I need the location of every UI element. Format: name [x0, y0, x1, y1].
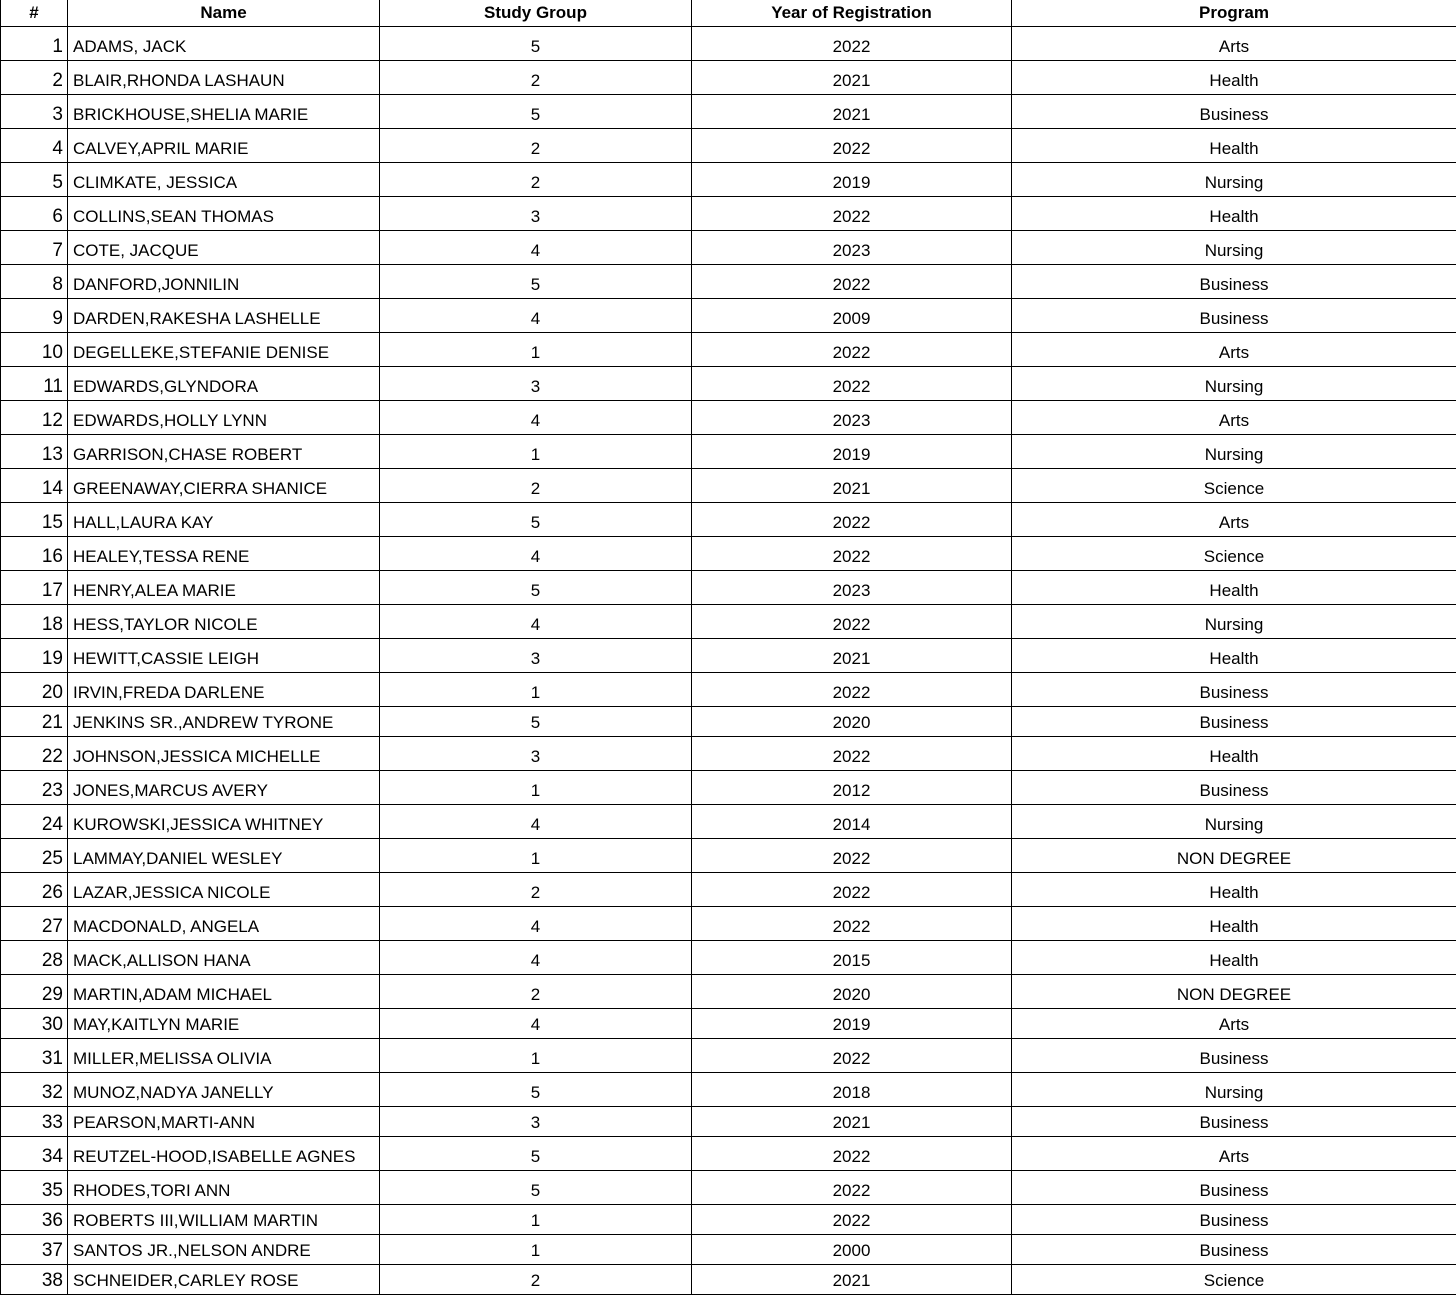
name-cell[interactable]: COLLINS,SEAN THOMAS: [68, 197, 380, 231]
name-cell[interactable]: HEALEY,TESSA RENE: [68, 537, 380, 571]
name-cell[interactable]: MARTIN,ADAM MICHAEL: [68, 975, 380, 1009]
name-cell[interactable]: SCHNEIDER,CARLEY ROSE: [68, 1265, 380, 1295]
program-cell[interactable]: Arts: [1012, 401, 1456, 435]
study-group-cell[interactable]: 1: [380, 673, 692, 707]
program-cell[interactable]: Health: [1012, 873, 1456, 907]
table-row: [1, 1009, 1456, 1039]
name-cell[interactable]: RHODES,TORI ANN: [68, 1171, 380, 1205]
program-cell[interactable]: Nursing: [1012, 231, 1456, 265]
row-number-cell[interactable]: 2: [1, 61, 68, 95]
program-cell[interactable]: Business: [1012, 1107, 1456, 1137]
study-group-cell[interactable]: 4: [380, 231, 692, 265]
table-row: [1, 537, 1456, 571]
table-row: [1, 941, 1456, 975]
table-row: [1, 1235, 1456, 1265]
table-row: [1, 1107, 1456, 1137]
row-number-cell[interactable]: 31: [1, 1039, 68, 1073]
year-cell[interactable]: 2021: [692, 469, 1012, 503]
year-cell[interactable]: 2022: [692, 1205, 1012, 1235]
name-cell[interactable]: HESS,TAYLOR NICOLE: [68, 605, 380, 639]
row-number-cell[interactable]: 20: [1, 673, 68, 707]
study-group-cell[interactable]: 3: [380, 737, 692, 771]
table-row: [1, 839, 1456, 873]
row-number-cell[interactable]: 24: [1, 805, 68, 839]
header-row: [1, 0, 1456, 27]
table-row: [1, 435, 1456, 469]
table-row: [1, 95, 1456, 129]
program-cell[interactable]: Business: [1012, 1235, 1456, 1265]
year-cell[interactable]: 2000: [692, 1235, 1012, 1265]
table-row: [1, 129, 1456, 163]
name-cell[interactable]: COTE, JACQUE: [68, 231, 380, 265]
program-cell[interactable]: Health: [1012, 941, 1456, 975]
year-cell[interactable]: 2022: [692, 1137, 1012, 1171]
program-cell[interactable]: Health: [1012, 737, 1456, 771]
name-cell[interactable]: MAY,KAITLYN MARIE: [68, 1009, 380, 1039]
table-row: [1, 231, 1456, 265]
study-group-cell[interactable]: 2: [380, 61, 692, 95]
program-cell[interactable]: Health: [1012, 571, 1456, 605]
program-cell[interactable]: Nursing: [1012, 163, 1456, 197]
row-number-cell[interactable]: 37: [1, 1235, 68, 1265]
study-group-cell[interactable]: 3: [380, 639, 692, 673]
program-cell[interactable]: Nursing: [1012, 367, 1456, 401]
table-row: [1, 1205, 1456, 1235]
study-group-cell[interactable]: 1: [380, 1235, 692, 1265]
year-cell[interactable]: 2015: [692, 941, 1012, 975]
study-group-cell[interactable]: 3: [380, 197, 692, 231]
row-number-cell[interactable]: 8: [1, 265, 68, 299]
study-group-cell[interactable]: 3: [380, 367, 692, 401]
table-row: [1, 265, 1456, 299]
table-row: [1, 707, 1456, 737]
row-number-cell[interactable]: 4: [1, 129, 68, 163]
name-cell[interactable]: GARRISON,CHASE ROBERT: [68, 435, 380, 469]
row-number-cell[interactable]: 21: [1, 707, 68, 737]
year-cell[interactable]: 2022: [692, 1171, 1012, 1205]
program-cell[interactable]: Nursing: [1012, 435, 1456, 469]
study-group-cell[interactable]: 5: [380, 707, 692, 737]
year-cell[interactable]: 2021: [692, 61, 1012, 95]
row-number-cell[interactable]: 33: [1, 1107, 68, 1137]
header-program[interactable]: Program: [1012, 0, 1456, 27]
name-cell[interactable]: MUNOZ,NADYA JANELLY: [68, 1073, 380, 1107]
name-cell[interactable]: DARDEN,RAKESHA LASHELLE: [68, 299, 380, 333]
table-row: [1, 673, 1456, 707]
year-cell[interactable]: 2021: [692, 1107, 1012, 1137]
name-cell[interactable]: SANTOS JR.,NELSON ANDRE: [68, 1235, 380, 1265]
name-cell[interactable]: CALVEY,APRIL MARIE: [68, 129, 380, 163]
name-cell[interactable]: MILLER,MELISSA OLIVIA: [68, 1039, 380, 1073]
table-row: [1, 299, 1456, 333]
study-group-cell[interactable]: 5: [380, 503, 692, 537]
study-group-cell[interactable]: 4: [380, 907, 692, 941]
row-number-cell[interactable]: 1: [1, 27, 68, 61]
name-cell[interactable]: DEGELLEKE,STEFANIE DENISE: [68, 333, 380, 367]
program-cell[interactable]: Health: [1012, 61, 1456, 95]
study-group-cell[interactable]: 4: [380, 299, 692, 333]
row-number-cell[interactable]: 13: [1, 435, 68, 469]
study-group-cell[interactable]: 1: [380, 1205, 692, 1235]
row-number-cell[interactable]: 17: [1, 571, 68, 605]
row-number-cell[interactable]: 14: [1, 469, 68, 503]
program-cell[interactable]: Business: [1012, 1171, 1456, 1205]
table-body: [1, 27, 1456, 1295]
row-number-cell[interactable]: 25: [1, 839, 68, 873]
year-cell[interactable]: 2021: [692, 95, 1012, 129]
name-cell[interactable]: BRICKHOUSE,SHELIA MARIE: [68, 95, 380, 129]
row-number-cell[interactable]: 18: [1, 605, 68, 639]
year-cell[interactable]: 2022: [692, 333, 1012, 367]
row-number-cell[interactable]: 27: [1, 907, 68, 941]
study-group-cell[interactable]: 1: [380, 839, 692, 873]
year-cell[interactable]: 2022: [692, 1039, 1012, 1073]
study-group-cell[interactable]: 5: [380, 95, 692, 129]
row-number-cell[interactable]: 6: [1, 197, 68, 231]
study-group-cell[interactable]: 5: [380, 27, 692, 61]
program-cell[interactable]: Business: [1012, 95, 1456, 129]
name-cell[interactable]: EDWARDS,HOLLY LYNN: [68, 401, 380, 435]
program-cell[interactable]: Arts: [1012, 1137, 1456, 1171]
table-row: [1, 367, 1456, 401]
year-cell[interactable]: 2020: [692, 975, 1012, 1009]
row-number-cell[interactable]: 36: [1, 1205, 68, 1235]
study-group-cell[interactable]: 4: [380, 1009, 692, 1039]
year-cell[interactable]: 2022: [692, 605, 1012, 639]
name-cell[interactable]: HENRY,ALEA MARIE: [68, 571, 380, 605]
name-cell[interactable]: JENKINS SR.,ANDREW TYRONE: [68, 707, 380, 737]
name-cell[interactable]: CLIMKATE, JESSICA: [68, 163, 380, 197]
year-cell[interactable]: 2020: [692, 707, 1012, 737]
program-cell[interactable]: Health: [1012, 907, 1456, 941]
table-row: [1, 163, 1456, 197]
program-cell[interactable]: Arts: [1012, 1009, 1456, 1039]
study-group-cell[interactable]: 1: [380, 435, 692, 469]
name-cell[interactable]: HEWITT,CASSIE LEIGH: [68, 639, 380, 673]
table-row: [1, 333, 1456, 367]
year-cell[interactable]: 2019: [692, 435, 1012, 469]
name-cell[interactable]: DANFORD,JONNILIN: [68, 265, 380, 299]
study-group-cell[interactable]: 5: [380, 265, 692, 299]
program-cell[interactable]: Science: [1012, 537, 1456, 571]
row-number-cell[interactable]: 28: [1, 941, 68, 975]
study-group-cell[interactable]: 1: [380, 771, 692, 805]
row-number-cell[interactable]: 35: [1, 1171, 68, 1205]
row-number-cell[interactable]: 12: [1, 401, 68, 435]
row-number-cell[interactable]: 9: [1, 299, 68, 333]
program-cell[interactable]: Business: [1012, 265, 1456, 299]
year-cell[interactable]: 2023: [692, 571, 1012, 605]
program-cell[interactable]: Health: [1012, 129, 1456, 163]
table-row: [1, 61, 1456, 95]
table-row: [1, 771, 1456, 805]
year-cell[interactable]: 2022: [692, 129, 1012, 163]
program-cell[interactable]: Health: [1012, 639, 1456, 673]
program-cell[interactable]: Arts: [1012, 333, 1456, 367]
program-cell[interactable]: Business: [1012, 707, 1456, 737]
year-cell[interactable]: 2022: [692, 907, 1012, 941]
study-group-cell[interactable]: 2: [380, 873, 692, 907]
row-number-cell[interactable]: 29: [1, 975, 68, 1009]
year-cell[interactable]: 2022: [692, 367, 1012, 401]
program-cell[interactable]: Arts: [1012, 503, 1456, 537]
year-cell[interactable]: 2014: [692, 805, 1012, 839]
table-row: [1, 1039, 1456, 1073]
name-cell[interactable]: LAMMAY,DANIEL WESLEY: [68, 839, 380, 873]
name-cell[interactable]: EDWARDS,GLYNDORA: [68, 367, 380, 401]
row-number-cell[interactable]: 11: [1, 367, 68, 401]
row-number-cell[interactable]: 26: [1, 873, 68, 907]
year-cell[interactable]: 2009: [692, 299, 1012, 333]
year-cell[interactable]: 2022: [692, 503, 1012, 537]
year-cell[interactable]: 2022: [692, 27, 1012, 61]
name-cell[interactable]: LAZAR,JESSICA NICOLE: [68, 873, 380, 907]
row-number-cell[interactable]: 19: [1, 639, 68, 673]
table-row: [1, 873, 1456, 907]
name-cell[interactable]: JOHNSON,JESSICA MICHELLE: [68, 737, 380, 771]
header-name[interactable]: Name: [68, 0, 380, 27]
year-cell[interactable]: 2022: [692, 839, 1012, 873]
year-cell[interactable]: 2023: [692, 231, 1012, 265]
table-row: [1, 639, 1456, 673]
row-number-cell[interactable]: 32: [1, 1073, 68, 1107]
program-cell[interactable]: Nursing: [1012, 1073, 1456, 1107]
study-group-cell[interactable]: 4: [380, 805, 692, 839]
table-row: [1, 737, 1456, 771]
year-cell[interactable]: 2012: [692, 771, 1012, 805]
program-cell[interactable]: Nursing: [1012, 605, 1456, 639]
name-cell[interactable]: IRVIN,FREDA DARLENE: [68, 673, 380, 707]
program-cell[interactable]: Arts: [1012, 27, 1456, 61]
year-cell[interactable]: 2022: [692, 673, 1012, 707]
row-number-cell[interactable]: 38: [1, 1265, 68, 1295]
year-cell[interactable]: 2022: [692, 537, 1012, 571]
program-cell[interactable]: NON DEGREE: [1012, 839, 1456, 873]
table-row: [1, 571, 1456, 605]
table-row: [1, 197, 1456, 231]
row-number-cell[interactable]: 22: [1, 737, 68, 771]
table-row: [1, 1265, 1456, 1295]
year-cell[interactable]: 2021: [692, 1265, 1012, 1295]
study-group-cell[interactable]: 2: [380, 163, 692, 197]
name-cell[interactable]: BLAIR,RHONDA LASHAUN: [68, 61, 380, 95]
name-cell[interactable]: REUTZEL-HOOD,ISABELLE AGNES: [68, 1137, 380, 1171]
study-group-cell[interactable]: 4: [380, 941, 692, 975]
study-group-cell[interactable]: 2: [380, 1265, 692, 1295]
study-group-cell[interactable]: 1: [380, 333, 692, 367]
row-number-cell[interactable]: 10: [1, 333, 68, 367]
name-cell[interactable]: JONES,MARCUS AVERY: [68, 771, 380, 805]
year-cell[interactable]: 2021: [692, 639, 1012, 673]
table-row: [1, 1137, 1456, 1171]
header-year[interactable]: Year of Registration: [692, 0, 1012, 27]
study-group-cell[interactable]: 5: [380, 1073, 692, 1107]
program-cell[interactable]: NON DEGREE: [1012, 975, 1456, 1009]
program-cell[interactable]: Nursing: [1012, 805, 1456, 839]
year-cell[interactable]: 2022: [692, 873, 1012, 907]
header-num[interactable]: #: [1, 0, 68, 27]
study-group-cell[interactable]: 4: [380, 605, 692, 639]
year-cell[interactable]: 2018: [692, 1073, 1012, 1107]
year-cell[interactable]: 2023: [692, 401, 1012, 435]
name-cell[interactable]: PEARSON,MARTI-ANN: [68, 1107, 380, 1137]
year-cell[interactable]: 2019: [692, 1009, 1012, 1039]
year-cell[interactable]: 2019: [692, 163, 1012, 197]
program-cell[interactable]: Business: [1012, 1039, 1456, 1073]
name-cell[interactable]: ROBERTS III,WILLIAM MARTIN: [68, 1205, 380, 1235]
program-cell[interactable]: Business: [1012, 299, 1456, 333]
study-group-cell[interactable]: 5: [380, 571, 692, 605]
name-cell[interactable]: KUROWSKI,JESSICA WHITNEY: [68, 805, 380, 839]
name-cell[interactable]: MACK,ALLISON HANA: [68, 941, 380, 975]
study-group-cell[interactable]: 5: [380, 1171, 692, 1205]
study-group-cell[interactable]: 5: [380, 1137, 692, 1171]
row-number-cell[interactable]: 7: [1, 231, 68, 265]
row-number-cell[interactable]: 23: [1, 771, 68, 805]
row-number-cell[interactable]: 16: [1, 537, 68, 571]
name-cell[interactable]: HALL,LAURA KAY: [68, 503, 380, 537]
row-number-cell[interactable]: 30: [1, 1009, 68, 1039]
year-cell[interactable]: 2022: [692, 197, 1012, 231]
table-row: [1, 805, 1456, 839]
study-group-cell[interactable]: 2: [380, 469, 692, 503]
year-cell[interactable]: 2022: [692, 265, 1012, 299]
program-cell[interactable]: Business: [1012, 771, 1456, 805]
table-row: [1, 1171, 1456, 1205]
name-cell[interactable]: ADAMS, JACK: [68, 27, 380, 61]
study-group-cell[interactable]: 4: [380, 401, 692, 435]
study-group-cell[interactable]: 3: [380, 1107, 692, 1137]
study-group-cell[interactable]: 2: [380, 129, 692, 163]
row-number-cell[interactable]: 34: [1, 1137, 68, 1171]
name-cell[interactable]: MACDONALD, ANGELA: [68, 907, 380, 941]
row-number-cell[interactable]: 5: [1, 163, 68, 197]
row-number-cell[interactable]: 3: [1, 95, 68, 129]
table-row: [1, 975, 1456, 1009]
study-group-cell[interactable]: 1: [380, 1039, 692, 1073]
year-cell[interactable]: 2022: [692, 737, 1012, 771]
header-study-group[interactable]: Study Group: [380, 0, 692, 27]
program-cell[interactable]: Science: [1012, 469, 1456, 503]
study-group-cell[interactable]: 2: [380, 975, 692, 1009]
table-row: [1, 401, 1456, 435]
table-row: [1, 469, 1456, 503]
table-row: [1, 605, 1456, 639]
table-row: [1, 503, 1456, 537]
name-cell[interactable]: GREENAWAY,CIERRA SHANICE: [68, 469, 380, 503]
program-cell[interactable]: Health: [1012, 197, 1456, 231]
table-row: [1, 907, 1456, 941]
program-cell[interactable]: Science: [1012, 1265, 1456, 1295]
table-row: [1, 27, 1456, 61]
row-number-cell[interactable]: 15: [1, 503, 68, 537]
study-group-cell[interactable]: 4: [380, 537, 692, 571]
program-cell[interactable]: Business: [1012, 1205, 1456, 1235]
table-row: [1, 1073, 1456, 1107]
program-cell[interactable]: Business: [1012, 673, 1456, 707]
